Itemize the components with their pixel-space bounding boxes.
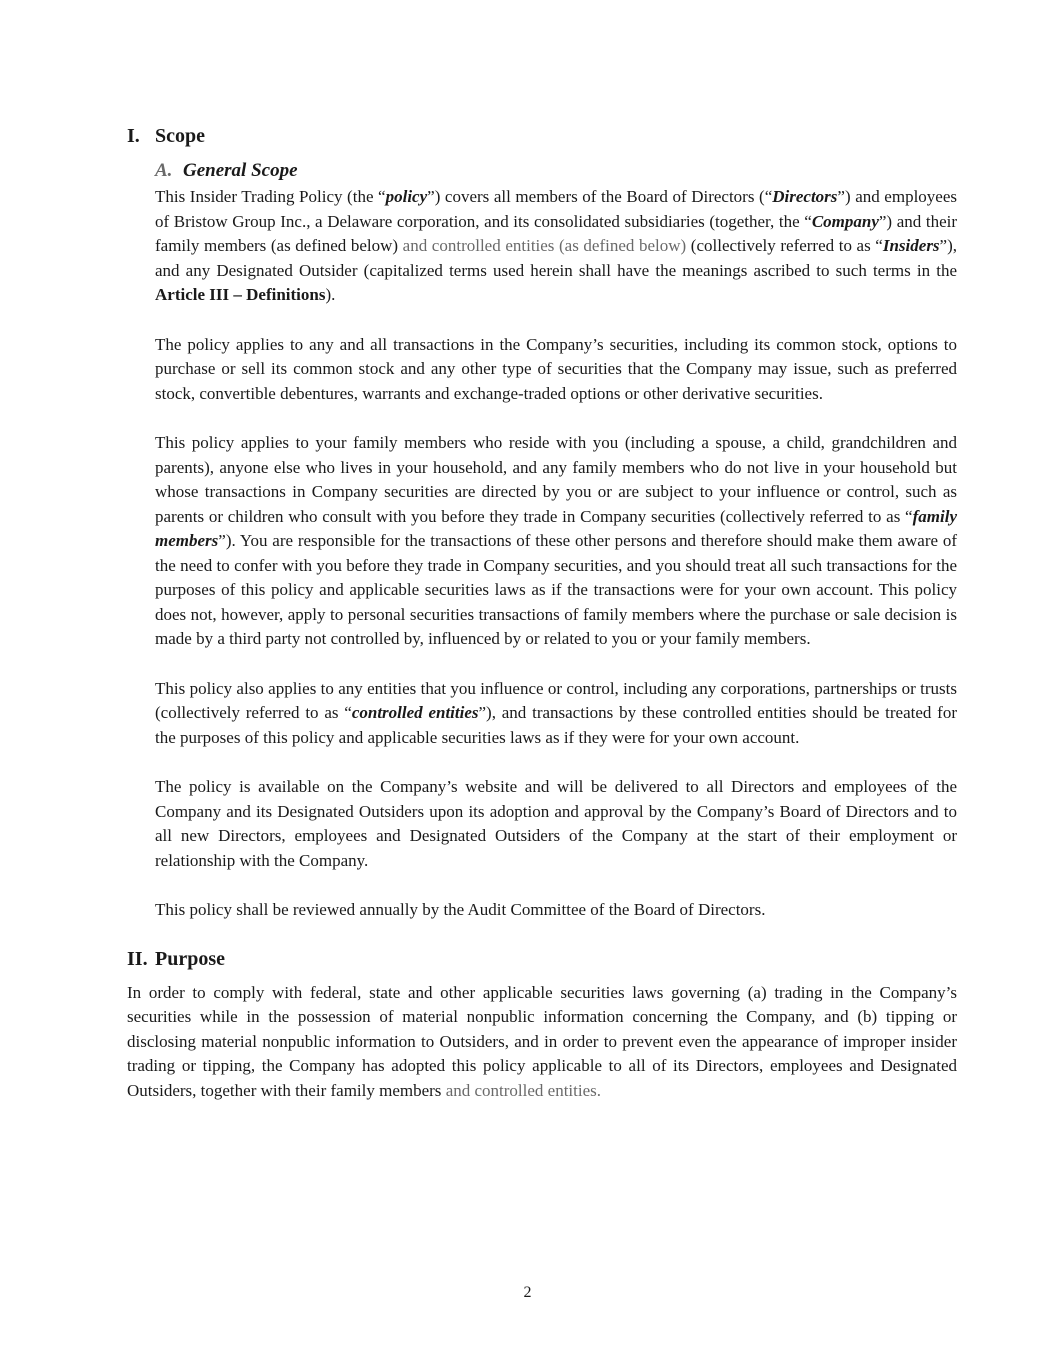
paragraph-purpose: In order to comply with federal, state and other applicable securities laws governing (a) trading in the Company’s securities while in the possession of material nonpublic information concerning the Company, and (b) tipping or disclosing material nonpublic information to Outsiders, and in order to prevent even the appearance of improper insider trading or tipping, the Company has adopted this policy applicable to all of its Directors, employees and Designated Outsiders, together with their family members and controlled entities. [127, 982, 957, 1100]
section-purpose-numeral: II. [127, 947, 148, 970]
section-scope-heading [127, 125, 957, 147]
page-number: 2 [523, 1284, 532, 1301]
section-scope-title: Scope [155, 125, 205, 147]
paragraph-insiders-definition: This Insider Trading Policy (the “policy”) covers all members of the Board of Directors (“Directors”) and employees of Bristow Group Inc., a Delaware corporation, and its consolidated subsidiaries (together, the “Company”) and their family members (as defined below) and controlled entities (as defined below) (collectively referred to as “Insiders”), and any Designated Outsider (capitalized terms used herein shall have the meanings ascribed to such terms in the Article III – Definitions). [155, 187, 958, 304]
paragraph-family-members: This policy applies to your family members who reside with you (including a spouse, a child, grandchildren and parents), anyone else who lives in your household, and any family members who do not live in your household but whose transactions in Company securities are directed by you or are subject to your influence or control, such as parents or children who consult with you before they trade in Company securities (collectively referred to as “family members”). You are responsible for the transactions of these other persons and therefore should make them aware of the need to confer with you before they trade in Company securities, and you should treat all such transactions for the purposes of this policy and applicable securities laws as if the transactions were for your own account. This policy does not, however, apply to personal securities transactions of family members where the purchase or sale decision is made by a third party not controlled by, influenced by or related to you or your family members. [155, 433, 957, 648]
subsection-title: General Scope [183, 160, 298, 181]
paragraph-policy-availability: The policy is available on the Company’s website and will be delivered to all Directors and employees of the Company and its Designated Outsiders upon its adoption and approval by the Company’s Board of Directors and to all new Directors, employees and Designated Outsiders of the Company at the start of their employment or relationship with the Company. [155, 777, 957, 870]
section-purpose-title: Purpose [155, 947, 225, 970]
section-purpose [127, 948, 957, 1104]
section-purpose-heading [127, 948, 957, 970]
document-content [127, 125, 957, 1128]
section-scope [127, 125, 957, 923]
paragraph-controlled-entities: This policy also applies to any entities that you influence or control, including any corporations, partnerships or trusts (collectively referred to as “controlled entities”), and transactions by these controlled entities should be treated for the purposes of this policy and applicable securities laws as if they were for your own account. [155, 678, 958, 747]
paragraph-annual-review: This policy shall be reviewed annually by the Audit Committee of the Board of Directors. [155, 900, 766, 919]
subsection-general-scope-heading [155, 160, 957, 181]
subsection-letter: A. [155, 160, 173, 181]
paragraph-securities-covered: The policy applies to any and all transactions in the Company’s securities, including its common stock, options to purchase or sell its common stock and any other type of securities that the Company may issue, such as preferred stock, convertible debentures, warrants and exchange-traded options or other derivative securities. [155, 334, 957, 403]
section-scope-numeral: I. [127, 125, 140, 147]
